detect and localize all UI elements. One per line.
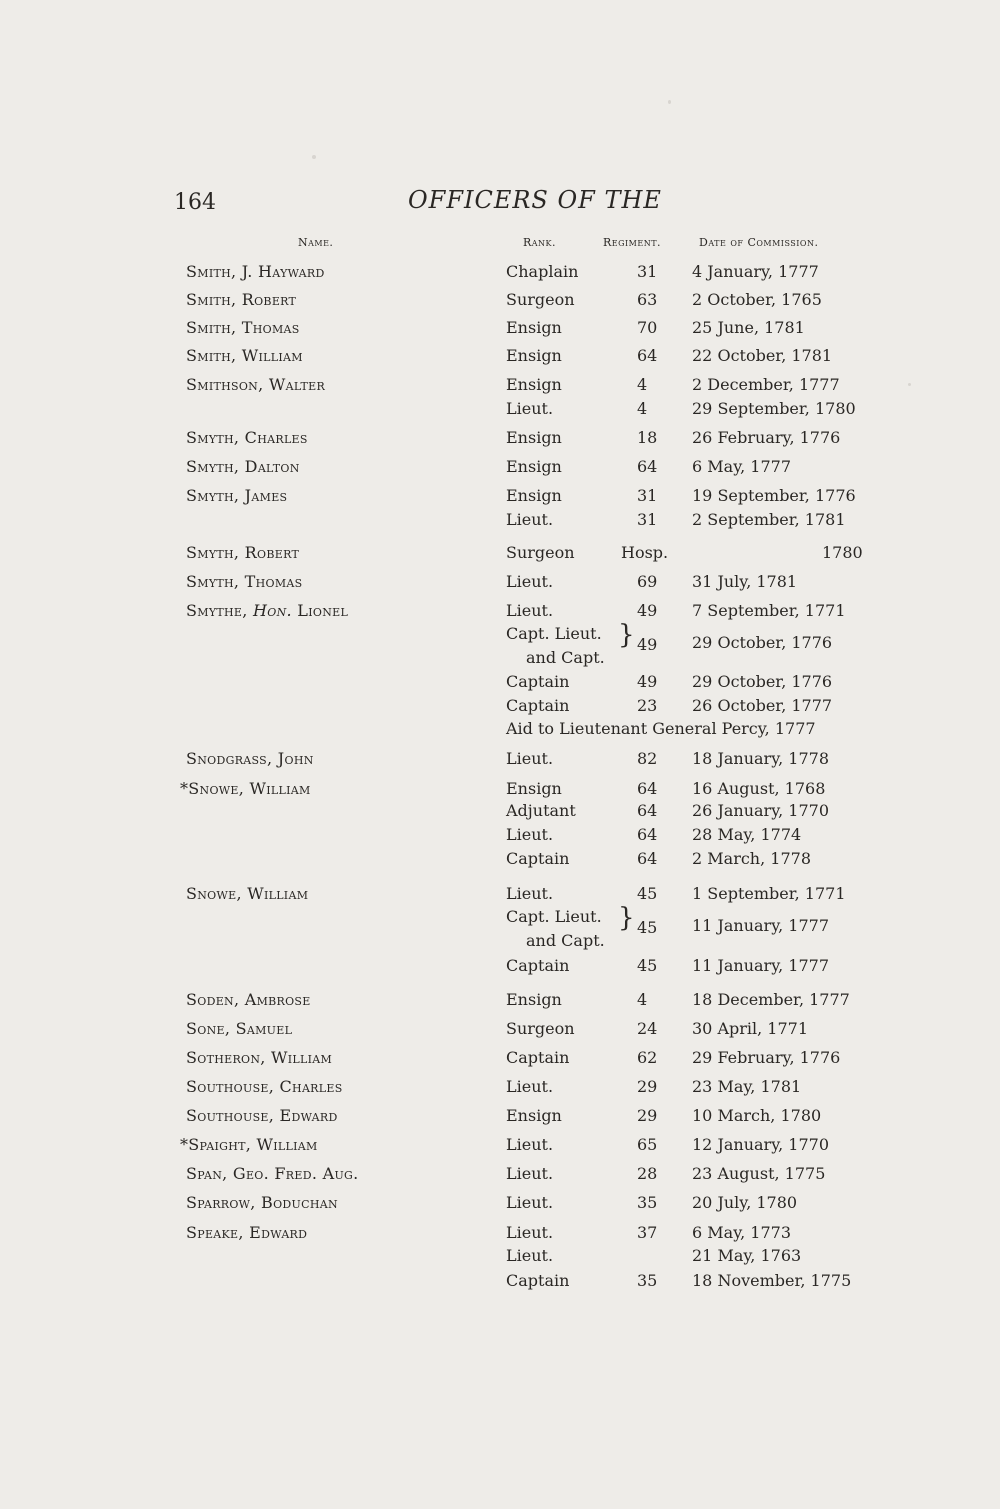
- officer-rank: Ensign: [506, 486, 562, 505]
- officer-rank: Lieut.: [506, 1223, 554, 1242]
- officer-rank: Ensign: [506, 375, 562, 394]
- officer-regiment: 31: [637, 486, 658, 505]
- paper-speck: [908, 383, 911, 386]
- officer-rank: Ensign: [506, 318, 562, 337]
- officer-name: *Snowe, William: [180, 779, 311, 798]
- officer-regiment: 49: [637, 635, 658, 654]
- officer-regiment: 45: [637, 956, 658, 975]
- officer-rank: Lieut.: [506, 825, 554, 844]
- officer-rank: Adjutant: [506, 801, 576, 820]
- officer-regiment: 82: [637, 749, 658, 768]
- commission-date: 29 September, 1780: [692, 399, 856, 418]
- officer-regiment: 69: [637, 572, 658, 591]
- officer-rank: Lieut.: [506, 884, 554, 903]
- officer-name: Smithson, Walter: [186, 375, 326, 394]
- officer-rank: Captain: [506, 696, 570, 715]
- officer-name: Smyth, Robert: [186, 543, 300, 562]
- officer-rank: Captain: [506, 956, 570, 975]
- commission-date: 7 September, 1771: [692, 601, 846, 620]
- officer-rank: Lieut.: [506, 1246, 554, 1265]
- commission-date: 1 September, 1771: [692, 884, 846, 903]
- officer-regiment: 4: [637, 375, 648, 394]
- officer-regiment: 64: [637, 346, 658, 365]
- commission-date: 28 May, 1774: [692, 825, 802, 844]
- officer-name: Sparrow, Boduchan: [186, 1193, 338, 1212]
- officer-regiment: 70: [637, 318, 658, 337]
- commission-date: 18 January, 1778: [692, 749, 829, 768]
- commission-date: 31 July, 1781: [692, 572, 798, 591]
- officer-rank: Surgeon: [506, 1019, 575, 1038]
- officer-rank: Surgeon: [506, 290, 575, 309]
- brace-icon: }: [618, 620, 635, 650]
- officer-regiment: 29: [637, 1106, 658, 1125]
- commission-date: 26 October, 1777: [692, 696, 833, 715]
- officer-name: Smyth, Charles: [186, 428, 308, 447]
- officer-regiment: 18: [637, 428, 658, 447]
- officer-regiment: 64: [637, 825, 658, 844]
- officer-rank: Ensign: [506, 1106, 562, 1125]
- officer-rank: Lieut.: [506, 1193, 554, 1212]
- officer-regiment: Hosp.: [621, 543, 669, 562]
- officer-rank: Captain: [506, 849, 570, 868]
- commission-date: 26 January, 1770: [692, 801, 829, 820]
- commission-date: 23 August, 1775: [692, 1164, 826, 1183]
- officer-rank: Lieut.: [506, 1164, 554, 1183]
- officer-name: *Spaight, William: [180, 1135, 318, 1154]
- commission-date: 29 February, 1776: [692, 1048, 841, 1067]
- officer-rank: Captain: [506, 1271, 570, 1290]
- officer-name: Smyth, James: [186, 486, 288, 505]
- commission-date: 10 March, 1780: [692, 1106, 822, 1125]
- officer-name: Snodgrass, John: [186, 749, 314, 768]
- commission-date: 23 May, 1781: [692, 1077, 802, 1096]
- officer-regiment: 45: [637, 918, 658, 937]
- officer-regiment: 64: [637, 457, 658, 476]
- officer-name: Smyth, Thomas: [186, 572, 303, 591]
- column-header-name: Name.: [298, 236, 334, 249]
- officer-rank: Surgeon: [506, 543, 575, 562]
- commission-date: 18 November, 1775: [692, 1271, 852, 1290]
- commission-date: 16 August, 1768: [692, 779, 826, 798]
- officer-rank: Captain: [506, 1048, 570, 1067]
- officer-regiment: 65: [637, 1135, 658, 1154]
- officer-regiment: 49: [637, 672, 658, 691]
- name-suffix: Lionel: [291, 601, 349, 620]
- officer-rank: Captain: [506, 672, 570, 691]
- officer-regiment: 64: [637, 849, 658, 868]
- officer-name: Southouse, Charles: [186, 1077, 343, 1096]
- commission-date: 20 July, 1780: [692, 1193, 798, 1212]
- officer-rank-cont: and Capt.: [526, 931, 605, 950]
- paper-speck: [668, 100, 671, 104]
- officer-name: Smith, J. Hayward: [186, 262, 325, 281]
- commission-date: 29 October, 1776: [692, 633, 833, 652]
- officer-name: Sone, Samuel: [186, 1019, 293, 1038]
- column-header-rank: Rank.: [523, 236, 557, 249]
- commission-date: 25 June, 1781: [692, 318, 805, 337]
- officer-regiment: 35: [637, 1271, 658, 1290]
- officer-regiment: 64: [637, 801, 658, 820]
- commission-date: 11 January, 1777: [692, 956, 829, 975]
- commission-date: 6 May, 1773: [692, 1223, 791, 1242]
- commission-date: 21 May, 1763: [692, 1246, 802, 1265]
- officer-regiment: 37: [637, 1223, 658, 1242]
- officer-regiment: 4: [637, 399, 648, 418]
- commission-date: 30 April, 1771: [692, 1019, 809, 1038]
- commission-date: 2 December, 1777: [692, 375, 840, 394]
- officer-name: [186, 601, 348, 620]
- officer-rank: Ensign: [506, 457, 562, 476]
- officer-regiment: 29: [637, 1077, 658, 1096]
- officer-name: Smyth, Dalton: [186, 457, 300, 476]
- commission-date: 29 October, 1776: [692, 672, 833, 691]
- commission-date: 12 January, 1770: [692, 1135, 829, 1154]
- officer-regiment: 35: [637, 1193, 658, 1212]
- officer-rank: Lieut.: [506, 510, 554, 529]
- page-number: 164: [174, 190, 216, 215]
- officer-regiment: 62: [637, 1048, 658, 1067]
- officer-rank: Ensign: [506, 346, 562, 365]
- officer-name: Snowe, William: [186, 884, 309, 903]
- officer-regiment: 45: [637, 884, 658, 903]
- name-prefix: Smythe,: [186, 601, 254, 620]
- officer-rank: Lieut.: [506, 399, 554, 418]
- commission-date: 2 October, 1765: [692, 290, 822, 309]
- honorific: Hon.: [253, 601, 292, 620]
- officer-rank: Lieut.: [506, 1135, 554, 1154]
- officer-name: Soden, Ambrose: [186, 990, 311, 1009]
- officer-regiment: 4: [637, 990, 648, 1009]
- commission-date: 6 May, 1777: [692, 457, 791, 476]
- officer-rank: Ensign: [506, 428, 562, 447]
- officer-rank: Lieut.: [506, 601, 554, 620]
- commission-date: 11 January, 1777: [692, 916, 829, 935]
- officer-regiment: 49: [637, 601, 658, 620]
- paper-speck: [312, 155, 316, 159]
- officer-note: Aid to Lieutenant General Percy, 1777: [506, 719, 816, 738]
- commission-date: 1780: [822, 543, 863, 562]
- commission-date: 26 February, 1776: [692, 428, 841, 447]
- officer-regiment: 28: [637, 1164, 658, 1183]
- officer-name: Span, Geo. Fred. Aug.: [186, 1164, 359, 1183]
- officer-name: Smith, Thomas: [186, 318, 300, 337]
- officer-name: Speake, Edward: [186, 1223, 308, 1242]
- officer-rank: Ensign: [506, 990, 562, 1009]
- officer-regiment: 63: [637, 290, 658, 309]
- officer-rank: Capt. Lieut.: [506, 624, 602, 643]
- commission-date: 2 September, 1781: [692, 510, 846, 529]
- commission-date: 19 September, 1776: [692, 486, 856, 505]
- officer-regiment: 31: [637, 510, 658, 529]
- column-header-date: Date of Commission.: [699, 236, 819, 249]
- officer-rank: Capt. Lieut.: [506, 907, 602, 926]
- officer-rank: Lieut.: [506, 749, 554, 768]
- officer-rank-cont: and Capt.: [526, 648, 605, 667]
- officer-name: Southouse, Edward: [186, 1106, 338, 1125]
- commission-date: 2 March, 1778: [692, 849, 811, 868]
- officer-regiment: 23: [637, 696, 658, 715]
- officer-name: Sotheron, William: [186, 1048, 333, 1067]
- column-header-regiment: Regiment.: [603, 236, 662, 249]
- commission-date: 4 January, 1777: [692, 262, 819, 281]
- commission-date: 18 December, 1777: [692, 990, 850, 1009]
- officer-name: Smith, William: [186, 346, 303, 365]
- officer-rank: Lieut.: [506, 1077, 554, 1096]
- officer-rank: Chaplain: [506, 262, 579, 281]
- brace-icon: }: [618, 903, 635, 933]
- officer-regiment: 24: [637, 1019, 658, 1038]
- running-title: OFFICERS OF THE: [408, 186, 662, 214]
- officer-regiment: 64: [637, 779, 658, 798]
- officer-rank: Ensign: [506, 779, 562, 798]
- officer-name: Smith, Robert: [186, 290, 297, 309]
- officer-rank: Lieut.: [506, 572, 554, 591]
- officer-regiment: 31: [637, 262, 658, 281]
- commission-date: 22 October, 1781: [692, 346, 833, 365]
